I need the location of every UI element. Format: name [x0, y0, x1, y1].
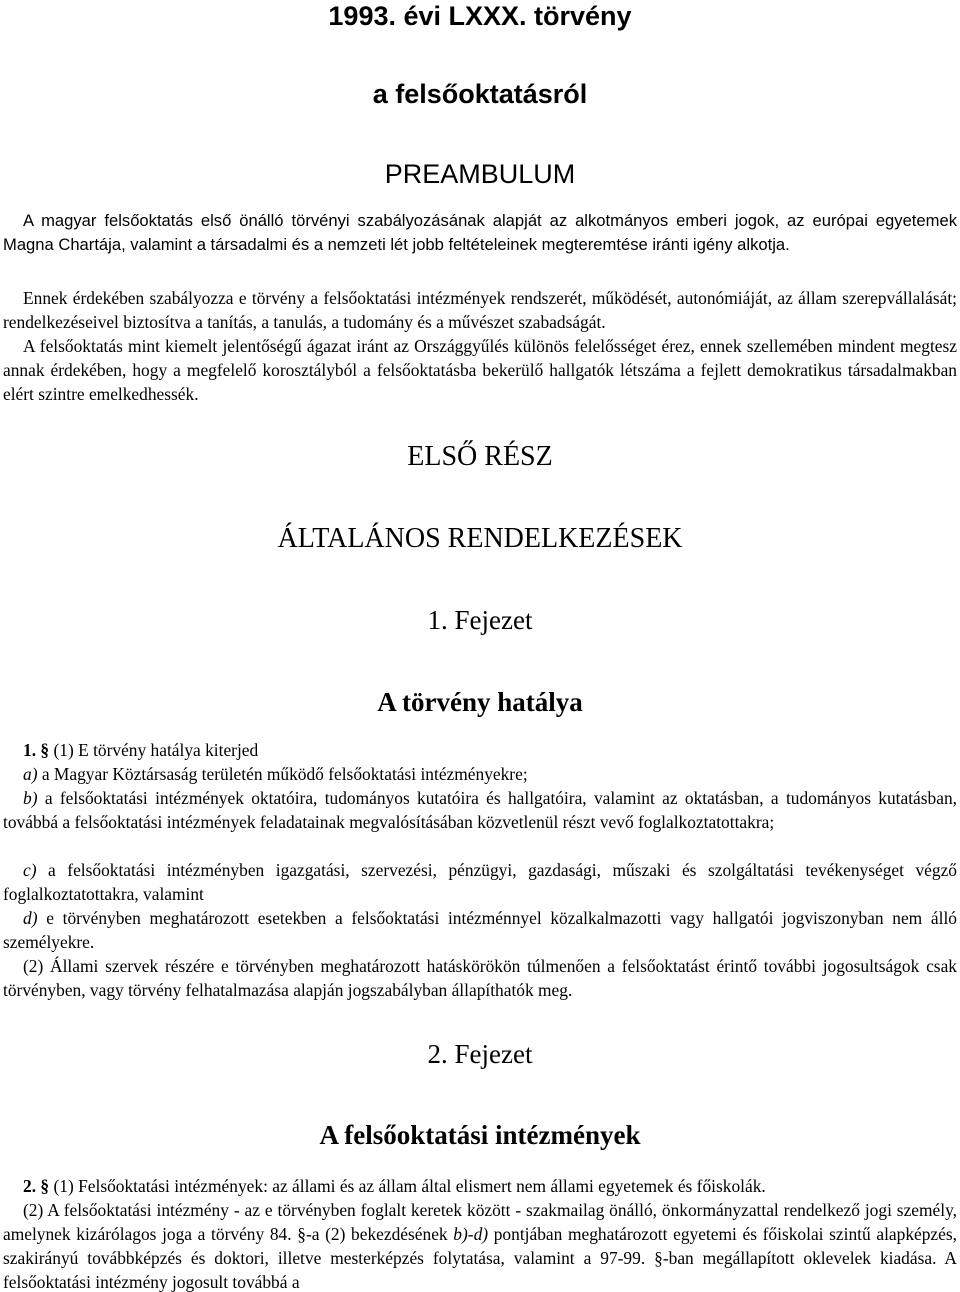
law-subtitle: a felsőoktatásról — [372, 79, 588, 109]
section-symbol: § — [654, 1248, 663, 1268]
point-d — [3, 906, 957, 954]
point-a-label: a) — [23, 764, 38, 784]
law-title: 1993. évi LXXX. törvény — [328, 1, 632, 31]
point-a-text: a Magyar Köztársaság területén működő felsőoktatási intézményekre; — [41, 764, 528, 784]
s2-p2-part-c: pontjában meghatározott egyetemi és főiskolai szintű alapképzés, szakirányú továbbképzés és doktori, illetve mesterképzés folytatása, valamint a 97-99. — [3, 1224, 957, 1268]
point-b-label: b) — [23, 788, 38, 808]
section-2-number: 2. — [23, 1176, 37, 1196]
point-d-text: e törvényben meghatározott esetekben a felsőoktatási intézménnyel közalkalmazotti vagy hallgatói jogviszonyban nem álló személyekre. — [3, 908, 957, 952]
point-b — [3, 786, 957, 834]
section-2-p1-text: (1) Felsőoktatási intézmények: az állami és az állam által elismert nem állami egyetemek és főiskolák. — [53, 1176, 766, 1196]
chapter-1-number: 1. Fejezet — [427, 605, 533, 635]
point-a — [3, 762, 957, 786]
preamble-paragraph-1: A magyar felsőoktatás első önálló törvényi szabályozásának alapját az alkotmányos emberi jogok, az európai egyetemek Magna Chartája, valamint a társadalmi és a nemzeti lét jobb feltételeinek megteremtése iránti igény alkotja. — [3, 211, 957, 254]
section-1-intro-text: (1) E törvény hatálya kiterjed — [53, 740, 259, 760]
s2-p2-part-d: -ban megállapított oklevelek kiadása. A felsőoktatási intézmény jogosult továbbá a — [3, 1248, 957, 1292]
section-1-intro — [3, 738, 957, 762]
s2-p2-reference: b)-d) — [453, 1224, 489, 1244]
chapter-2-title: A felsőoktatási intézmények — [319, 1120, 641, 1150]
point-b-text: a felsőoktatási intézmények oktatóira, tudományos kutatóira és hallgatóira, valamint az oktatásban, a tudományos kutatásban, továbbá a felsőoktatási intézmények feladatainak megvalósításában közvetlenül részt vevő foglalkoztatottakra; — [3, 788, 957, 832]
section-1-paragraph-2: (2) Állami szervek részére e törvényben meghatározott hatáskörökön túlmenően a felsőoktatást érintő további jogosultságok csak törvényben, vagy törvény felhatalmazása alapján jogszabályban állapíthatók meg. — [3, 956, 957, 1000]
preamble-heading: PREAMBULUM — [384, 159, 576, 189]
s2-p2-part-b: -a (2) bekezdésének — [305, 1224, 448, 1244]
point-c-label: c) — [23, 860, 37, 880]
section-symbol: § — [297, 1224, 306, 1244]
part-heading: ELSŐ RÉSZ — [407, 441, 553, 472]
point-c-text: a felsőoktatási intézményben igazgatási, szervezési, pénzügyi, gazdasági, műszaki és szolgáltatási tevékenységet végző foglalkoztatottakra, valamint — [3, 860, 957, 904]
part-subheading: ÁLTALÁNOS RENDELKEZÉSEK — [277, 523, 683, 554]
section-2-paragraph-2 — [3, 1198, 957, 1292]
chapter-2-number: 2. Fejezet — [427, 1039, 533, 1069]
section-1-number: 1. — [23, 740, 37, 760]
s2-p2-part-a: (2) A felsőoktatási intézmény - az e törvényben foglalt keretek között - szakmailag önálló, önkormányzattal rendelkező jogi személy, amelynek kizárólagos joga a törvény 84. — [3, 1200, 957, 1244]
section-symbol: § — [40, 740, 50, 760]
section-symbol: § — [40, 1176, 50, 1196]
point-c — [3, 858, 957, 906]
section-2-paragraph-1 — [3, 1174, 957, 1198]
chapter-1-title: A törvény hatálya — [377, 687, 583, 717]
preamble-paragraph-3: A felsőoktatás mint kiemelt jelentőségű ágazat iránt az Országgyűlés különös felelősséget érez, ennek szellemében mindent megtesz annak érdekében, hogy a megfelelő korosztályból a felsőoktatásba bekerülő hallgatók létszáma a fejlett demokratikus társadalmakban elért szintre emelkedhessék. — [3, 336, 957, 404]
preamble-paragraph-2: Ennek érdekében szabályozza e törvény a felsőoktatási intézmények rendszerét, működését, autonómiáját, az állam szerepvállalását; rendelkezéseivel biztosítva a tanítás, a tanulás, a tudomány és a művészet szabadságát. — [3, 288, 957, 332]
point-d-label: d) — [23, 908, 38, 928]
